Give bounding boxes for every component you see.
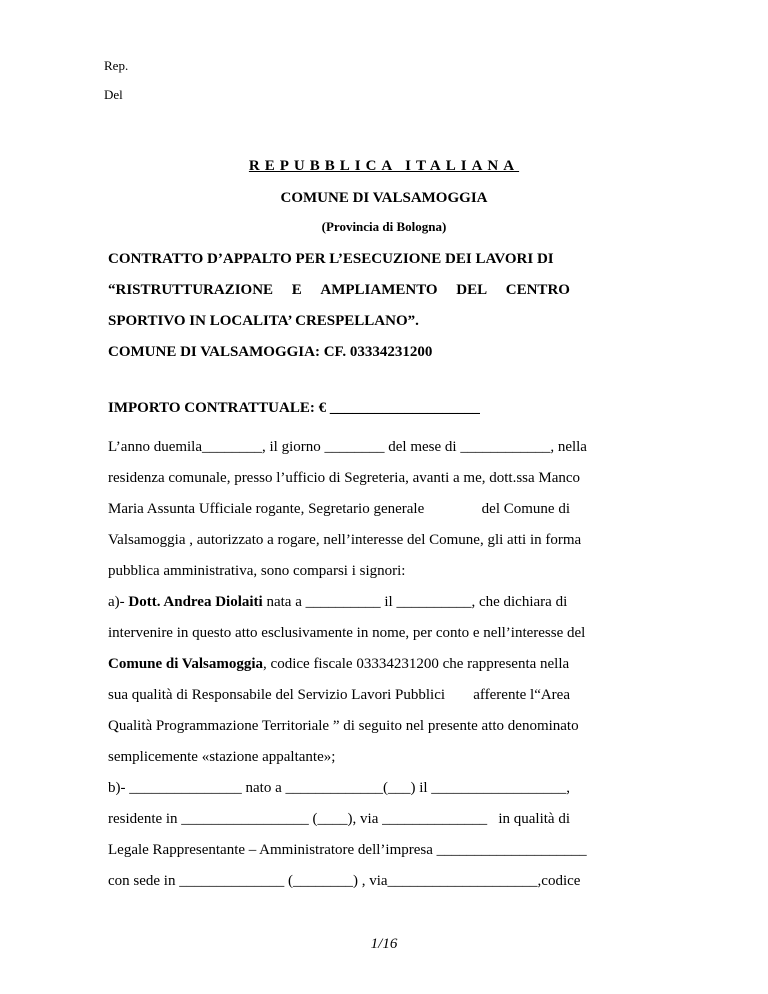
body-line	[108, 656, 570, 673]
body-line: semplicemente «stazione appaltante»;	[108, 749, 336, 765]
body-line: intervenire in questo atto esclusivamente in nome, per conto e nell’interesse del	[108, 625, 586, 641]
body-text: sua qualità di Responsabile del Servizio Lavori Pubblici	[108, 687, 446, 703]
importo-contrattuale: IMPORTO CONTRATTUALE: € ____________________	[108, 400, 480, 416]
body-text: , codice fiscale 03334231200 che rappresenta nella	[263, 656, 570, 672]
provincia-subtitle: (Provincia di Bologna)	[321, 219, 447, 234]
contract-title-line-3: SPORTIVO IN LOCALITA’ CRESPELLANO”.	[108, 313, 419, 329]
page-number: 1/16	[370, 936, 398, 952]
republic-title: REPUBBLICA ITALIANA	[248, 158, 520, 174]
contract-word: AMPLIAMENTO	[320, 282, 438, 298]
contract-title-text: CONTRATTO D’APPALTO PER L’ESECUZIONE DEI LAVORI DI	[108, 251, 554, 267]
body-text: ____________________,codice	[387, 873, 581, 889]
body-line: Legale Rappresentante – Amministratore dell’impresa ____________________	[108, 842, 587, 858]
body-text: del Comune di	[481, 501, 570, 517]
comune-name: Comune di Valsamoggia	[108, 656, 264, 672]
contract-title-line-1	[108, 251, 570, 268]
del-label: Del	[104, 87, 123, 102]
body-text: __________________,	[431, 780, 570, 796]
comune-title: COMUNE DI VALSAMOGGIA	[280, 190, 488, 206]
rep-label: Rep.	[104, 58, 129, 73]
party-prefix: a)-	[108, 594, 129, 610]
contract-title-line-2	[108, 282, 570, 299]
party-b-line	[108, 780, 570, 797]
body-line: Valsamoggia , autorizzato a rogare, nell’interesse del Comune, gli atti in forma	[108, 532, 582, 548]
contract-word: “RISTRUTTURAZIONE	[108, 282, 274, 298]
party-a-name: Dott. Andrea Diolaiti	[128, 594, 263, 610]
body-line: Qualità Programmazione Territoriale ” di seguito nel presente atto denominato	[108, 718, 579, 734]
body-line: pubblica amministrativa, sono comparsi i signori:	[108, 563, 406, 579]
body-line: residenza comunale, presso l’ufficio di Segreteria, avanti a me, dott.ssa Manco	[108, 470, 581, 486]
body-text: con sede in ______________ (________) , via	[108, 873, 388, 889]
body-text: nata a __________ il __________, che dichiara di	[262, 594, 568, 610]
body-text: in qualità di	[498, 811, 570, 827]
party-a-line	[108, 594, 570, 611]
body-text: b)- _______________ nato a _____________(___) il	[108, 780, 428, 796]
body-text: afferente l“Area	[473, 687, 570, 703]
body-line	[108, 873, 581, 890]
contract-word: CENTRO	[505, 282, 570, 298]
body-line	[108, 811, 570, 828]
contract-word: DEL	[456, 282, 488, 298]
body-line	[108, 687, 570, 704]
contract-word: E	[291, 282, 302, 298]
comune-cf: COMUNE DI VALSAMOGGIA: CF. 03334231200	[108, 344, 433, 360]
body-line	[108, 501, 570, 518]
body-text: residente in _________________ (____), via ______________	[108, 811, 488, 827]
body-line: L’anno duemila________, il giorno ________ del mese di ____________, nella	[108, 439, 587, 455]
body-text: Maria Assunta Ufficiale rogante, Segretario generale	[108, 501, 425, 517]
